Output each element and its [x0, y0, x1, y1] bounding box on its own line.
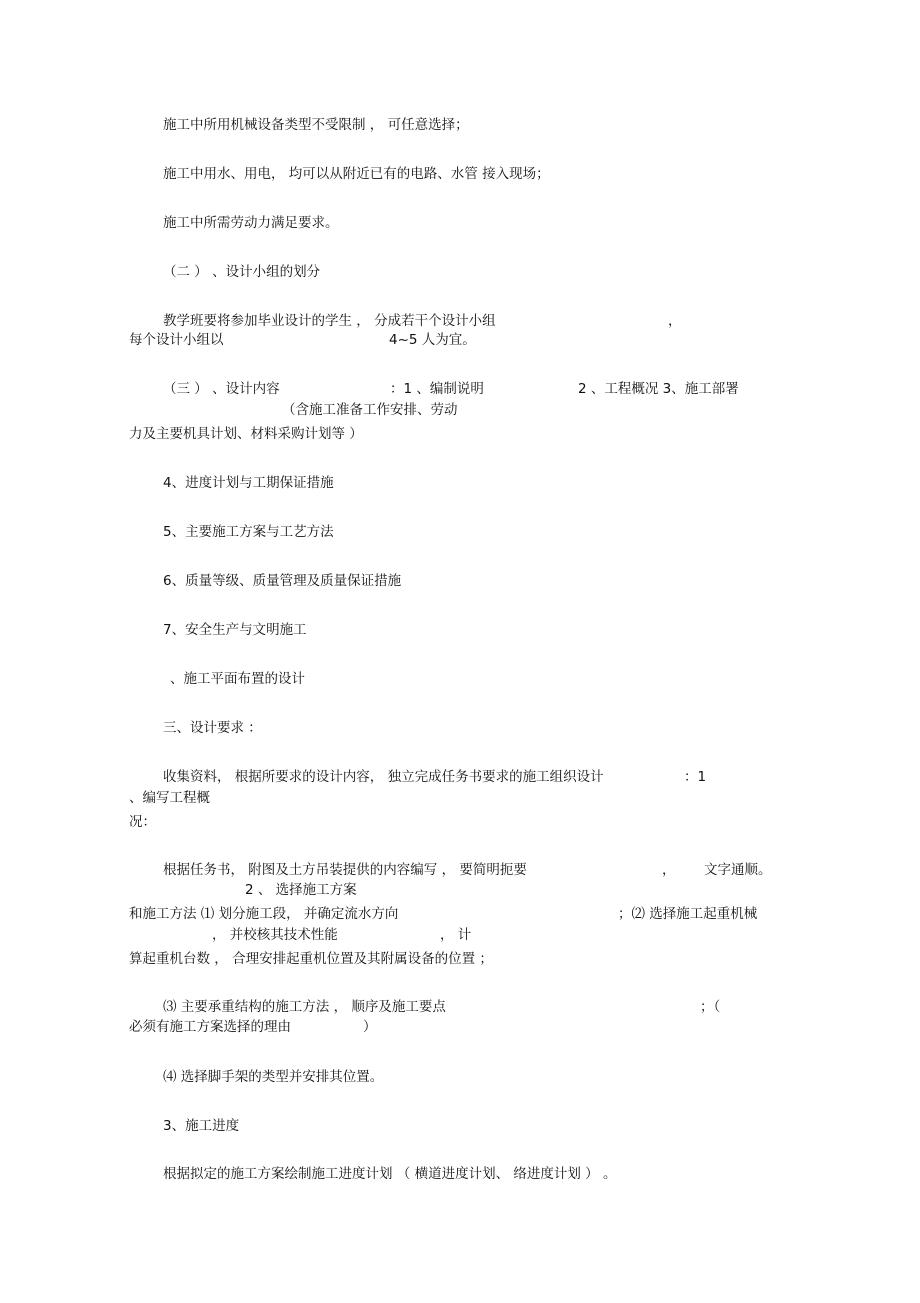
text-line: 根据拟定的施工方案绘制施工进度计划 （ 横道进度计划、 络进度计划 ） 。 [163, 1166, 617, 1182]
text-line: 、施工平面布置的设计 [170, 671, 305, 687]
text-line: 5、主要施工方案与工艺方法 [163, 524, 334, 540]
text-line: 每个设计小组以 [129, 332, 224, 348]
text-line: 况： [129, 814, 156, 830]
text-line: 4~5 人为宜。 [389, 332, 476, 348]
section-heading: （二 ） 、设计小组的划分 [163, 264, 321, 280]
text-line: ， 计 [440, 927, 472, 943]
text-line: 教学班要将参加毕业设计的学生 ， 分成若干个设计小组 [163, 313, 496, 329]
text-line: ⑷ 选择脚手架的类型并安排其位置。 [163, 1069, 384, 1085]
text-line: 施工中用水、用电， 均可以从附近已有的电路、水管 接入现场； [163, 166, 550, 182]
text-line: 文字通顺。 [704, 862, 772, 878]
text-line: 力及主要机具计划、材料采购计划等 ） [129, 426, 363, 442]
text-line: 根据任务书， 附图及土方吊装提供的内容编写 ， 要简明扼要 [163, 862, 527, 878]
text-line: ：1 、编制说明 [390, 381, 484, 397]
text-line: 7、安全生产与文明施工 [163, 622, 307, 638]
text-line: ， 并校核其技术性能 [212, 927, 338, 943]
text-line: ， [668, 313, 682, 329]
text-line: ；（ [700, 999, 721, 1015]
text-line: ） [363, 1019, 377, 1035]
text-line: 施工中所需劳动力满足要求。 [163, 215, 339, 231]
text-line: 4、进度计划与工期保证措施 [163, 475, 334, 491]
text-line: 必须有施工方案选择的理由 [129, 1019, 291, 1035]
text-line: 收集资料， 根据所要求的设计内容， 独立完成任务书要求的施工组织设计 [163, 769, 604, 785]
text-line: 2 、工程概况 3、施工部署 [578, 381, 739, 397]
text-line: 6、质量等级、质量管理及质量保证措施 [163, 573, 402, 589]
text-line: 、编写工程概 [129, 790, 210, 806]
text-line: 施工中所用机械设备类型不受限制 ， 可任意选择； [163, 117, 469, 133]
text-line: ， [662, 862, 676, 878]
text-line: ；⑵ 选择施工起重机械 [618, 906, 758, 922]
text-line: 和施工方法 ⑴ 划分施工段， 并确定流水方向 [129, 906, 399, 922]
text-line: ：1 [684, 769, 707, 785]
text-line: 算起重机台数 ， 合理安排起重机位置及其附属设备的位置 ； [129, 951, 493, 967]
section-heading: （三 ） 、设计内容 [163, 381, 280, 397]
section-heading: 三、设计要求 ： [163, 720, 262, 736]
text-line: 2 、 选择施工方案 [245, 882, 357, 898]
section-heading: 3、施工进度 [163, 1118, 240, 1134]
text-line: ⑶ 主要承重结构的施工方法 ， 顺序及施工要点 [163, 999, 446, 1015]
text-line: （含施工准备工作安排、劳动 [282, 402, 458, 418]
